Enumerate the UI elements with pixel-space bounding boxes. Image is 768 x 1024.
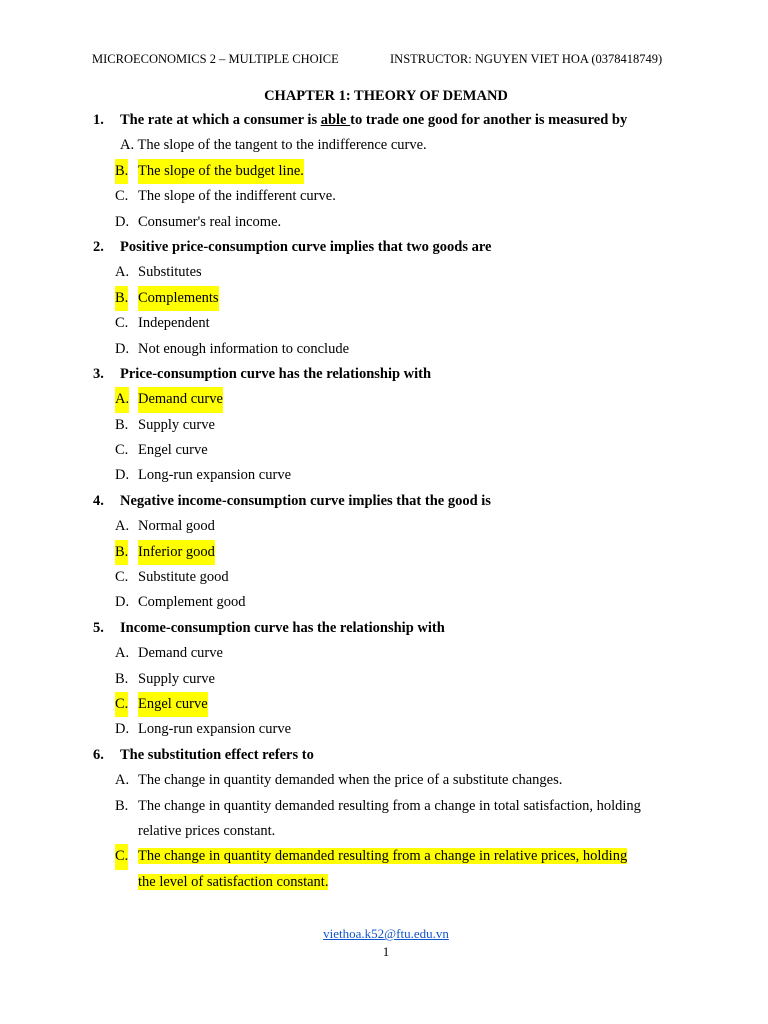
option-letter: C. — [115, 188, 129, 205]
option-letter: D. — [115, 213, 130, 230]
option-text: Substitute good — [138, 569, 229, 586]
option-1a — [0, 133, 768, 158]
option-6b — [0, 794, 768, 845]
option-2c — [0, 311, 768, 336]
option-5d — [0, 717, 768, 742]
option-6a — [0, 768, 768, 793]
option-letter: D. — [115, 340, 130, 357]
option-text: A. The slope of the tangent to the indifference curve. — [120, 137, 427, 154]
option-text: Demand curve — [138, 645, 223, 662]
option-5b — [0, 667, 768, 692]
option-1c — [0, 184, 768, 209]
option-5a — [0, 641, 768, 666]
option-letter: A. — [115, 387, 129, 412]
option-text: The change in quantity demanded when the price of a substitute changes. — [138, 772, 563, 789]
question-text: The substitution effect refers to — [120, 746, 314, 763]
question-list — [0, 108, 768, 895]
option-3d — [0, 463, 768, 488]
option-letter: D. — [115, 594, 130, 611]
option-text: Complements — [138, 286, 219, 311]
header-instructor: INSTRUCTOR: NGUYEN VIET HOA (0378418749) — [390, 52, 663, 66]
option-text: Supply curve — [138, 416, 215, 433]
question-text: Negative income-consumption curve implies that the good is — [120, 492, 491, 509]
question-number: 5. — [93, 619, 104, 636]
option-letter: C. — [115, 844, 128, 869]
option-3a — [0, 387, 768, 412]
option-text: Inferior good — [138, 540, 215, 565]
option-text: The change in quantity demanded resulting from a change in relative prices, holding the level of satisfaction constant. — [138, 848, 628, 890]
option-text: Not enough information to conclude — [138, 340, 350, 357]
question-number: 2. — [93, 238, 104, 255]
option-letter: B. — [115, 286, 128, 311]
question-number: 4. — [93, 492, 104, 509]
option-letter: B. — [115, 797, 129, 814]
page-footer — [0, 926, 768, 942]
option-letter: C. — [115, 692, 128, 717]
option-letter: C. — [115, 569, 129, 586]
option-letter: A. — [115, 772, 130, 789]
question-text: Positive price-consumption curve implies that two goods are — [120, 238, 492, 255]
question-3 — [0, 362, 768, 387]
option-text: Independent — [138, 315, 210, 332]
page-number: 1 — [382, 944, 390, 959]
option-letter: B. — [115, 416, 129, 433]
option-1d — [0, 210, 768, 235]
chapter-title: CHAPTER 1: THEORY OF DEMAND — [264, 88, 508, 104]
option-letter: B. — [115, 540, 128, 565]
question-number: 1. — [93, 112, 104, 128]
question-6 — [0, 743, 768, 768]
option-2a — [0, 260, 768, 285]
option-text: Normal good — [138, 518, 215, 535]
option-2b — [0, 286, 768, 311]
question-text: Price-consumption curve has the relationship with — [120, 365, 432, 382]
question-5 — [0, 616, 768, 641]
page-header — [92, 52, 692, 67]
option-text: Engel curve — [138, 692, 208, 717]
option-text: The slope of the indifferent curve. — [138, 188, 336, 205]
option-letter: B. — [115, 670, 129, 687]
option-text: The slope of the budget line. — [138, 159, 304, 184]
option-letter: D. — [115, 467, 130, 484]
option-5c — [0, 692, 768, 717]
option-letter: B. — [115, 159, 128, 184]
underlined-word: able — [320, 112, 351, 128]
option-3b — [0, 413, 768, 438]
option-text: Supply curve — [138, 670, 215, 687]
question-text: The rate at which a consumer is able to trade one good for another is measured by — [120, 112, 628, 128]
option-text: Complement good — [138, 594, 246, 611]
header-course: MICROECONOMICS 2 – MULTIPLE CHOICE — [92, 52, 339, 66]
option-text: Engel curve — [138, 442, 208, 459]
option-2d — [0, 337, 768, 362]
option-letter: C. — [115, 315, 129, 332]
option-letter: C. — [115, 442, 129, 459]
option-4b — [0, 540, 768, 565]
question-number: 6. — [93, 746, 104, 763]
question-1 — [0, 108, 768, 133]
question-number: 3. — [93, 365, 104, 382]
option-text: Long-run expansion curve — [138, 467, 292, 484]
question-text: Income-consumption curve has the relationship with — [120, 619, 445, 636]
question-2 — [0, 235, 768, 260]
option-4c — [0, 565, 768, 590]
option-letter: D. — [115, 721, 130, 738]
option-text: Long-run expansion curve — [138, 721, 292, 738]
option-letter: A. — [115, 264, 130, 281]
option-text: The change in quantity demanded resulting from a change in total satisfaction, holding relative prices constant. — [138, 797, 641, 839]
option-3c — [0, 438, 768, 463]
option-6c — [0, 844, 768, 895]
email-link[interactable]: viethoa.k52@ftu.edu.vn — [323, 926, 449, 941]
option-1b — [0, 159, 768, 184]
option-text: Substitutes — [138, 264, 202, 281]
option-letter: A. — [115, 518, 130, 535]
option-text: Demand curve — [138, 387, 223, 412]
question-4 — [0, 489, 768, 514]
option-text: Consumer's real income. — [138, 213, 282, 230]
option-letter: A. — [115, 645, 130, 662]
option-4a — [0, 514, 768, 539]
option-4d — [0, 590, 768, 615]
